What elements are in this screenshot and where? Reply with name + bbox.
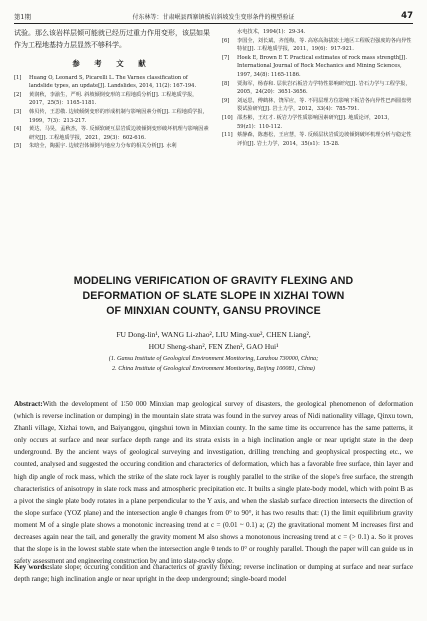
reference-text: Hoek E, Brown E T. Practical estimates of rock mass strength[J]. International Journal of Rock Mechanics and Mining Sciences, 1997, 34(8): 1165-1186. [237,54,407,78]
abstract [14,398,413,567]
reference-text: Huang O, Leonard S, Picarelli L. The Varnes classification of landslide types, an update[J]. Landslides, 2014, 11(2): 167-194. [29,74,197,90]
references-list-right [222,28,414,148]
affiliation-line: (1. Gansu Institute of Geological Environment Monitoring, Lanzhou 730000, China; [108,355,319,362]
title-line: OF MINXIAN COUNTY, GANSU PROVINCE [106,305,321,317]
reference-item [222,131,414,148]
reference-number: [8] [222,80,230,87]
author-line: FU Dong-lin¹, WANG Li-zhao², LIU Ming-xue², CHEN Liang², [116,330,311,339]
english-title-block [20,274,407,373]
reference-number: [1] [14,74,22,81]
keywords-text: slate slope; occuring condition and characterics of gravity flexing; reverse inclination or dumping at surface and near surface depth range; high inclination angle or near upright in the deep underground; single-board model [14,563,413,584]
keywords-label: Key words: [14,563,50,571]
reference-item [14,142,210,151]
reference-number: [10] [222,114,233,121]
references-list-left [14,74,210,151]
reference-text: 刘运思，傅鹤林，饶军应，等. 不同层理方位影响下板岩各向异性巴西圆盘劈裂试验研究[J]. 岩土力学，2012，33(4)：785-791. [237,97,412,113]
issue-label: 第1期 [14,13,31,21]
reference-item [222,114,414,131]
reference-item [14,91,210,108]
author-list [20,329,407,353]
reference-item [222,97,414,114]
right-column [222,28,414,148]
reference-text: 李国全，刘长斌，齐莲梅，等. 高寒高海拔冻土地区工程板岩强度的各向异性特征[J]. 工程地质学报，2011，19(6)：917-921. [237,37,412,53]
affiliations [20,354,407,373]
reference-text: 邵杰彬，王红才. 板岩力学性质影响因素研究[J]. 地质论评，2013，59(z1)：110-112. [237,114,393,130]
reference-text: 朱晗全，陶振宇. 边坡岩体倾倒与地应力分布的相关分析[J]. 水利 [29,143,177,150]
header-divider [14,23,413,24]
reference-number: [4] [14,126,22,133]
reference-number: [11] [222,132,233,139]
references-title: 参 考 文 献 [72,58,152,68]
reference-item [14,125,210,142]
running-title: 付东林等：甘肃岷县西寨镇板岩斜坡发生变形条件的模型验证 [132,14,295,21]
page-header [14,7,413,21]
reference-text: 水电技术，1994(1)：29-34. [237,29,306,35]
reference-text: 黄达，马昊，孟秋杰，等. 反倾软硬互层岩质边坡倾倒变形破坏机理与影响因素研究[J]. 工程地质学报，2021，29(3)：602-616. [29,126,209,141]
reference-text: 蔡静森，陈惠松，王应慧，等. 反倾层状岩质边坡倾倒破坏机理分析与稳定性评价[J]. 岩土力学，2014，35(s1)：15-28. [237,132,412,147]
continuation-text: 试验。那么该岩样层倾可能就已经历过重力作用变形，该层如果作为工程地基持力层显然不够科学。 [14,29,210,49]
reference-item [14,108,210,125]
paper-title [20,274,407,319]
page-number: 47 [401,11,413,21]
abstract-label: Abstract: [14,400,43,408]
reference-number: [9] [222,97,230,104]
reference-item [14,74,210,91]
reference-number: [3] [14,108,22,115]
reference-number: [7] [222,54,230,61]
reference-text: 贾海军，杨春和. 层状岩石板岩力学特性影响研究[J]. 岩石力学与工程学报，2005，24(20)：3651-3656. [237,80,411,96]
affiliation-line: 2. China Institute of Geological Environment Monitoring, Beijing 100081, China) [112,364,315,372]
reference-text: 韩贝传，王思敬. 边坡倾倒变形的形成机制与影响因素分析[J]. 工程地质学报，1999，7(3)：213-217. [29,108,208,124]
reference-number: [2] [14,91,22,98]
title-line: DEFORMATION OF SLATE SLOPE IN XIZHAI TOWN [82,290,345,302]
reference-item [222,54,414,80]
author-line: HOU Sheng-shan², FEN Zhen², GAO Hui¹ [148,342,279,351]
reference-number: [5] [14,143,22,150]
reference-number [222,28,237,37]
abstract-text: With the development of 1∶50 000 Minxian map geological survey of disasters, the geological phenomenon of deformation (which is reverse inclination or dumping) in the mountain slate strata was found in the survey areas of Nidi nationality village, Qinxu town, Zhanli village, Xizhai town, and Baiyanggou, qingshui town in Minxian county. In the same time its occurrence has the same patterns, it only occurs at surface and near surface depth range and its strata exists in a high inclination angle or near upright state in the deep underground. By the ancient ways of geological surveying and investigation, drilling trenching and geophysical prospecting etc., we counted, analysed and suggested the occuring condition and characterics of deformation, which has a favorable free surface, thin layer and high dip angle of rock mass, which the strike of the slate rock layer is roughly parallel to the strike of the slope's free surface, the strength characteristics of anisotropy in slate rock mass and atmospheric precipitation etc. It builts a single plate-body model, which with point B as a pivot the single plate body rotates in a plane perpendicular to the Y axis, and when the slaslab surface direction intersects the direction of the slope surface (YOZ plane) and the intersection angle θ changes from 0° to 90°, it has two results that: (1) the limit equilibrium gravity moment M of a single plate shows a monotonic increasing trend at c = (0.01 ~ 0.1) a; (2) the gravitational moment M increases first and decreases again near the tail, and generally the gravity moment M also shows a monotonous increasing trend at c = (> 0.1) a. So it proves that the slope is in the lowest stable state when the intersection angle θ tends to 0° or roughly parallel. Though the paper will can guide us in safety assessment and engineering construction by and into slate-rocky slope. [14,400,413,566]
reference-number: [6] [222,37,230,44]
reference-text: 黄润秋，李渝生，严明. 斜坡倾倒变形的工程地质分析[J]. 工程地质学报，2017，25(5)：1165-1181. [29,91,198,107]
reference-item [222,28,414,37]
title-line: MODELING VERIFICATION OF GRAVITY FLEXING AND [73,275,354,287]
keywords [14,561,413,585]
left-column [14,28,210,151]
reference-item [222,37,414,54]
reference-item [222,80,414,97]
